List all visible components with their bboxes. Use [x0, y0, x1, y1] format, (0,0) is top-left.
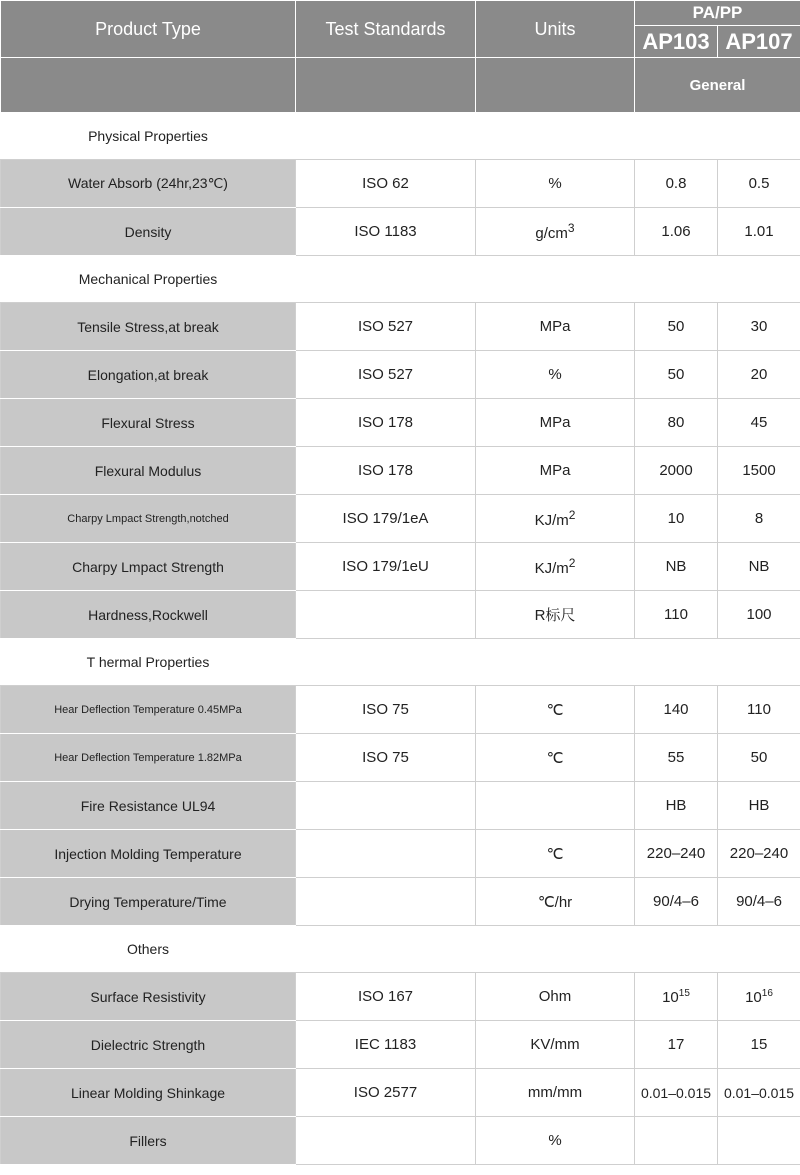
value-ap107: 0.01–0.015	[718, 1069, 800, 1117]
test-standard: ISO 527	[296, 303, 476, 351]
unit: $g/cm^3$	[476, 208, 635, 256]
value-ap107: 20	[718, 351, 800, 399]
value-ap103: 80	[635, 399, 718, 447]
value-ap107: 1.01	[718, 208, 800, 256]
header-grade-ap107: AP107	[718, 26, 800, 58]
property-name: Flexural Modulus	[1, 447, 296, 495]
value-ap107: 8	[718, 495, 800, 543]
value-ap107: 110	[718, 686, 800, 734]
test-standard: ISO 178	[296, 447, 476, 495]
property-name: Drying Temperature/Time	[1, 878, 296, 926]
table-row	[1, 734, 800, 782]
value-ap103: 50	[635, 351, 718, 399]
value-ap103: 17	[635, 1021, 718, 1069]
table-row	[1, 686, 800, 734]
property-name: Charpy Lmpact Strength	[1, 543, 296, 591]
table-row	[1, 1117, 800, 1165]
header-material-group: PA/PP	[635, 1, 800, 26]
value-ap103	[635, 1117, 718, 1165]
value-ap103: NB	[635, 543, 718, 591]
property-name: Density	[1, 208, 296, 256]
unit: ℃	[476, 830, 635, 878]
property-name: Hear Deflection Temperature 0.45MPa	[1, 686, 296, 734]
unit: MPa	[476, 447, 635, 495]
header-blank-3	[476, 58, 635, 113]
test-standard: ISO 1183	[296, 208, 476, 256]
property-name: Linear Molding Shinkage	[1, 1069, 296, 1117]
value-ap107: 15	[718, 1021, 800, 1069]
header-blank-2	[296, 58, 476, 113]
table-row	[1, 591, 800, 639]
header-test-standards: Test Standards	[296, 1, 476, 58]
header-units: Units	[476, 1, 635, 58]
value-ap107: 0.5	[718, 160, 800, 208]
value-ap103: 220–240	[635, 830, 718, 878]
value-ap103: 1.06	[635, 208, 718, 256]
property-name: Hear Deflection Temperature 1.82MPa	[1, 734, 296, 782]
value-ap103: 10	[635, 495, 718, 543]
test-standard: ISO 167	[296, 973, 476, 1021]
value-ap107	[718, 1117, 800, 1165]
section-title: Mechanical Properties	[1, 256, 296, 303]
table-row	[1, 160, 800, 208]
table-row	[1, 830, 800, 878]
property-name: Surface Resistivity	[1, 973, 296, 1021]
unit: ℃	[476, 734, 635, 782]
table-row	[1, 973, 800, 1021]
unit: %	[476, 1117, 635, 1165]
value-ap103: HB	[635, 782, 718, 830]
test-standard: ISO 178	[296, 399, 476, 447]
unit: mm/mm	[476, 1069, 635, 1117]
value-ap107: 50	[718, 734, 800, 782]
unit: $KJ/m^2$	[476, 495, 635, 543]
header-grade-ap103: AP103	[635, 26, 718, 58]
unit: MPa	[476, 399, 635, 447]
unit: KV/mm	[476, 1021, 635, 1069]
value-ap103: 0.8	[635, 160, 718, 208]
unit: $KJ/m^2$	[476, 543, 635, 591]
test-standard: ISO 62	[296, 160, 476, 208]
unit: R标尺	[476, 591, 635, 639]
property-name: Elongation,at break	[1, 351, 296, 399]
table-row	[1, 351, 800, 399]
table-row	[1, 782, 800, 830]
value-ap107: 100	[718, 591, 800, 639]
property-name: Water Absorb (24hr,23℃)	[1, 160, 296, 208]
test-standard	[296, 1117, 476, 1165]
unit	[476, 782, 635, 830]
value-ap103: 0.01–0.015	[635, 1069, 718, 1117]
value-ap107: 30	[718, 303, 800, 351]
value-ap103: 140	[635, 686, 718, 734]
header-application: General	[635, 58, 800, 113]
value-ap107: $10^{16}$	[718, 973, 800, 1021]
value-ap107: 90/4–6	[718, 878, 800, 926]
value-ap107: NB	[718, 543, 800, 591]
unit: %	[476, 160, 635, 208]
value-ap103: 55	[635, 734, 718, 782]
table-row	[1, 543, 800, 591]
section-title: Others	[1, 926, 296, 973]
table-row	[1, 495, 800, 543]
table-row	[1, 303, 800, 351]
value-ap103: 50	[635, 303, 718, 351]
property-name: Hardness,Rockwell	[1, 591, 296, 639]
test-standard: ISO 2577	[296, 1069, 476, 1117]
value-ap103: 90/4–6	[635, 878, 718, 926]
test-standard	[296, 782, 476, 830]
section-title: T hermal Properties	[1, 639, 296, 686]
test-standard: ISO 75	[296, 686, 476, 734]
table-row	[1, 208, 800, 256]
property-name: Tensile Stress,at break	[1, 303, 296, 351]
property-name: Injection Molding Temperature	[1, 830, 296, 878]
value-ap107: 45	[718, 399, 800, 447]
test-standard: ISO 527	[296, 351, 476, 399]
unit: ℃/hr	[476, 878, 635, 926]
property-name: Fillers	[1, 1117, 296, 1165]
test-standard: ISO 179/1eA	[296, 495, 476, 543]
property-name: Charpy Lmpact Strength,notched	[1, 495, 296, 543]
test-standard: ISO 75	[296, 734, 476, 782]
value-ap107: 220–240	[718, 830, 800, 878]
table-row	[1, 1069, 800, 1117]
table-row	[1, 399, 800, 447]
test-standard	[296, 591, 476, 639]
test-standard	[296, 878, 476, 926]
header-blank-1	[1, 58, 296, 113]
test-standard	[296, 830, 476, 878]
value-ap103: 2000	[635, 447, 718, 495]
unit: MPa	[476, 303, 635, 351]
unit: Ohm	[476, 973, 635, 1021]
value-ap103: 110	[635, 591, 718, 639]
table-row	[1, 447, 800, 495]
unit: ℃	[476, 686, 635, 734]
test-standard: ISO 179/1eU	[296, 543, 476, 591]
property-name: Flexural Stress	[1, 399, 296, 447]
property-name: Fire Resistance UL94	[1, 782, 296, 830]
header-product-type: Product Type	[1, 1, 296, 58]
value-ap103: $10^{15}$	[635, 973, 718, 1021]
table-row	[1, 1021, 800, 1069]
property-name: Dielectric Strength	[1, 1021, 296, 1069]
unit: %	[476, 351, 635, 399]
test-standard: IEC 1183	[296, 1021, 476, 1069]
value-ap107: HB	[718, 782, 800, 830]
value-ap107: 1500	[718, 447, 800, 495]
table-row	[1, 878, 800, 926]
section-title: Physical Properties	[1, 113, 296, 160]
